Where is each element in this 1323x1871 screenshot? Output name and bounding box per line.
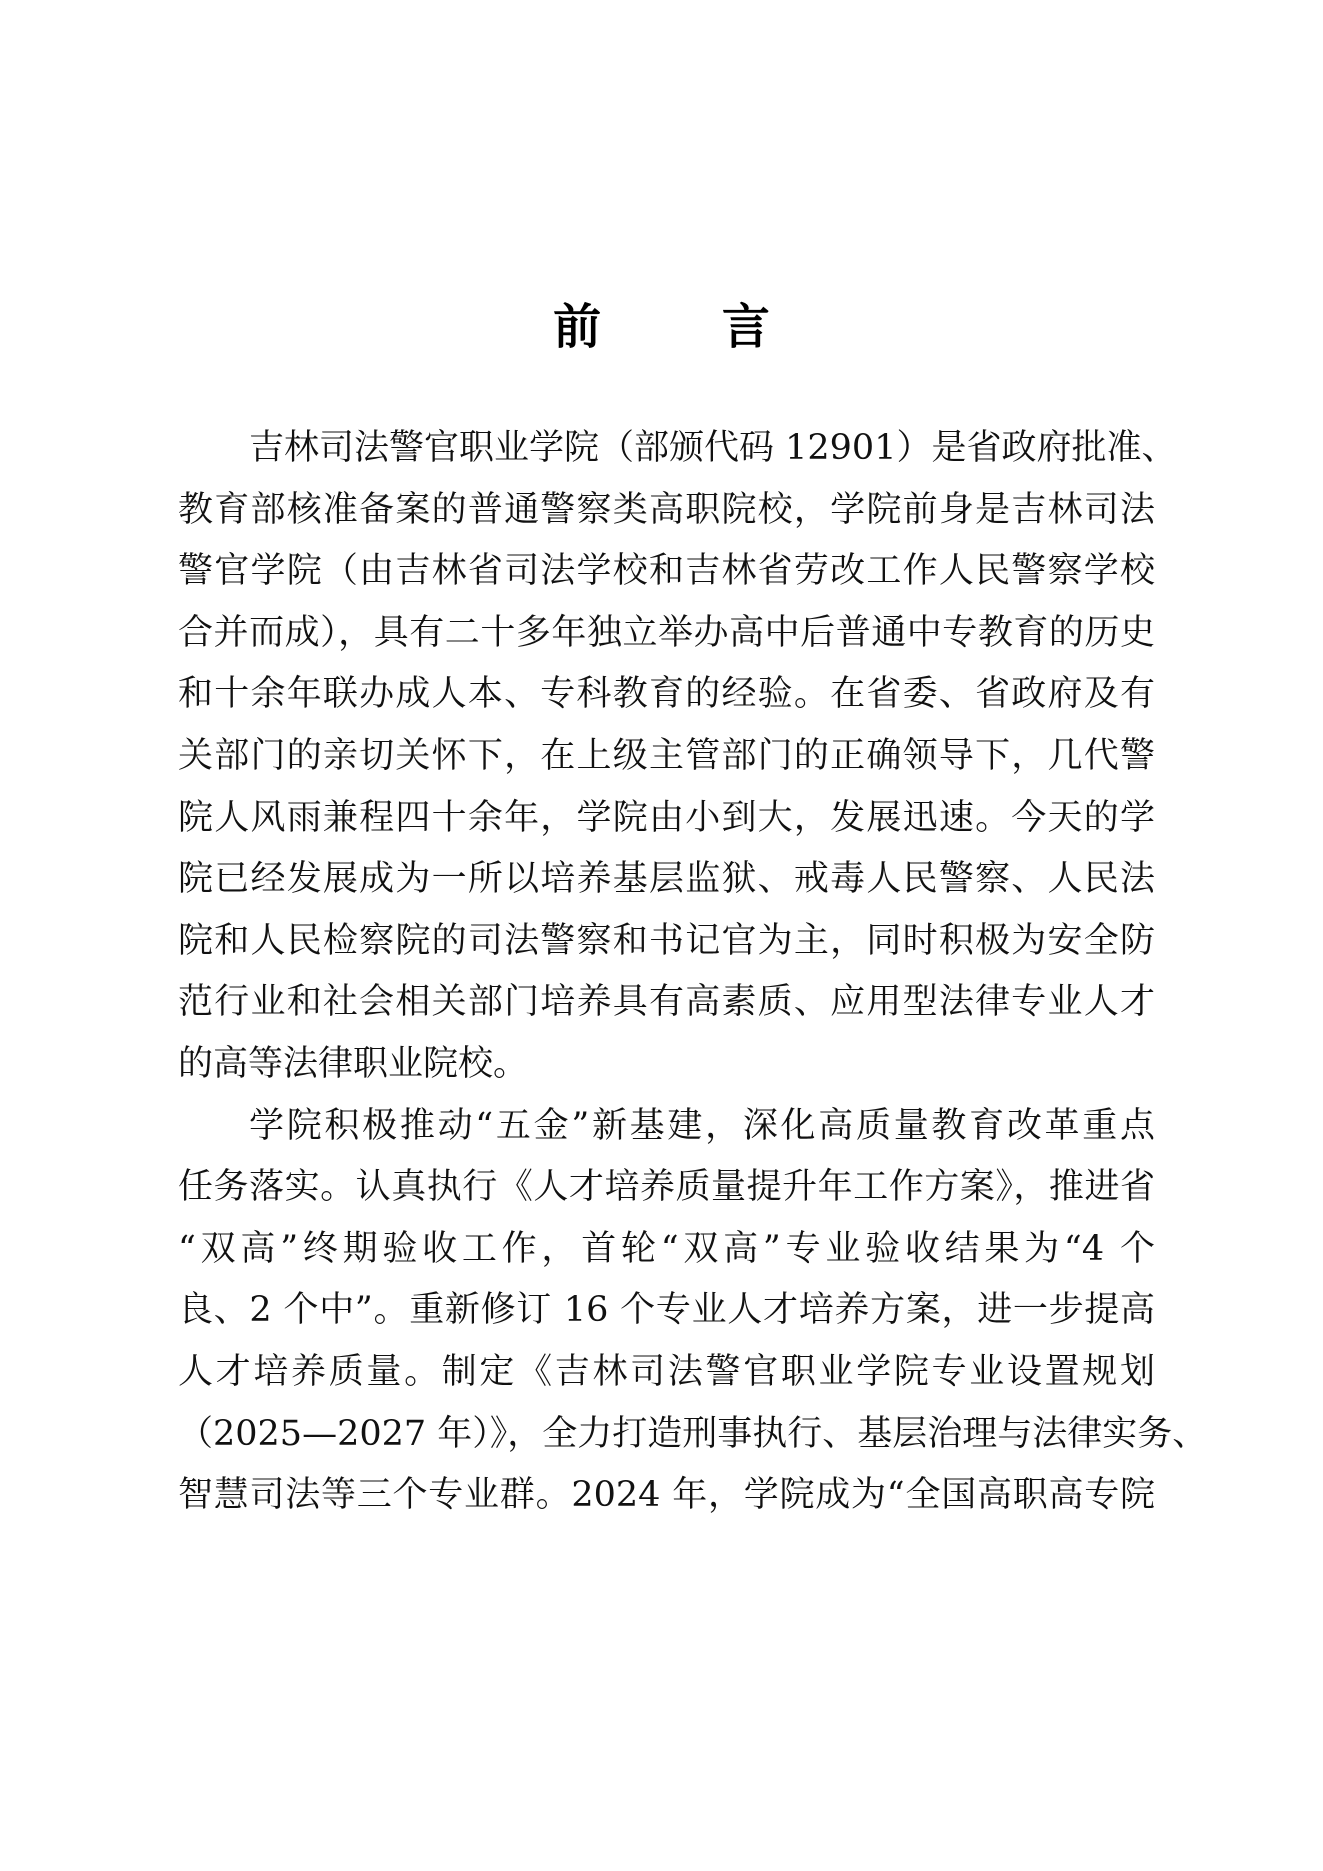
paragraph-2-line-3: “双高”终期验收工作，首轮“双高”专业验收结果为“4 个 — [178, 1228, 1155, 1269]
paragraph-1-line-4: 合并而成），具有二十多年独立举办高中后普通中专教育的历史 — [178, 612, 1155, 653]
paragraph-1-line-8: 院已经发展成为一所以培养基层监狱、戒毒人民警察、人民法 — [178, 859, 1155, 900]
paragraph-2-line-2: 任务落实。认真执行《人才培养质量提升年工作方案》，推进省 — [178, 1167, 1155, 1208]
paragraph-1-line-2: 教育部核准备案的普通警察类高职院校，学院前身是吉林司法 — [178, 489, 1155, 530]
paragraph-1-line-9: 院和人民检察院的司法警察和书记官为主，同时积极为安全防 — [178, 920, 1155, 961]
paragraph-1-line-3: 警官学院（由吉林省司法学校和吉林省劳改工作人民警察学校 — [178, 551, 1155, 592]
paragraph-1-line-11: 的高等法律职业院校。 — [178, 1043, 529, 1084]
paragraph-1-line-5: 和十余年联办成人本、专科教育的经验。在省委、省政府及有 — [178, 674, 1155, 715]
page-title: 前 言 — [553, 299, 822, 355]
body-text — [178, 418, 1208, 1527]
paragraph-2-line-7: 智慧司法等三个专业群。2024 年，学院成为“全国高职高专院 — [178, 1475, 1155, 1516]
paragraph-1-line-1: 吉林司法警官职业学院（部颁代码 12901）是省政府批准、 — [249, 428, 1177, 468]
paragraph-1-line-10: 范行业和社会相关部门培养具有高素质、应用型法律专业人才 — [178, 982, 1155, 1023]
paragraph-2-line-6: （2025—2027 年）》，全力打造刑事执行、基层治理与法律实务、 — [178, 1413, 1208, 1454]
paragraph-2-line-5: 人才培养质量。制定《吉林司法警官职业学院专业设置规划 — [178, 1351, 1155, 1392]
paragraph-1-line-6: 关部门的亲切关怀下，在上级主管部门的正确领导下，几代警 — [178, 735, 1155, 776]
paragraph-2-line-1: 学院积极推动“五金”新基建，深化高质量教育改革重点 — [249, 1105, 1155, 1146]
paragraph-1-line-7: 院人风雨兼程四十余年，学院由小到大，发展迅速。今天的学 — [178, 797, 1155, 838]
paragraph-2-line-4: 良、2 个中”。重新修订 16 个专业人才培养方案，进一步提高 — [178, 1290, 1155, 1331]
